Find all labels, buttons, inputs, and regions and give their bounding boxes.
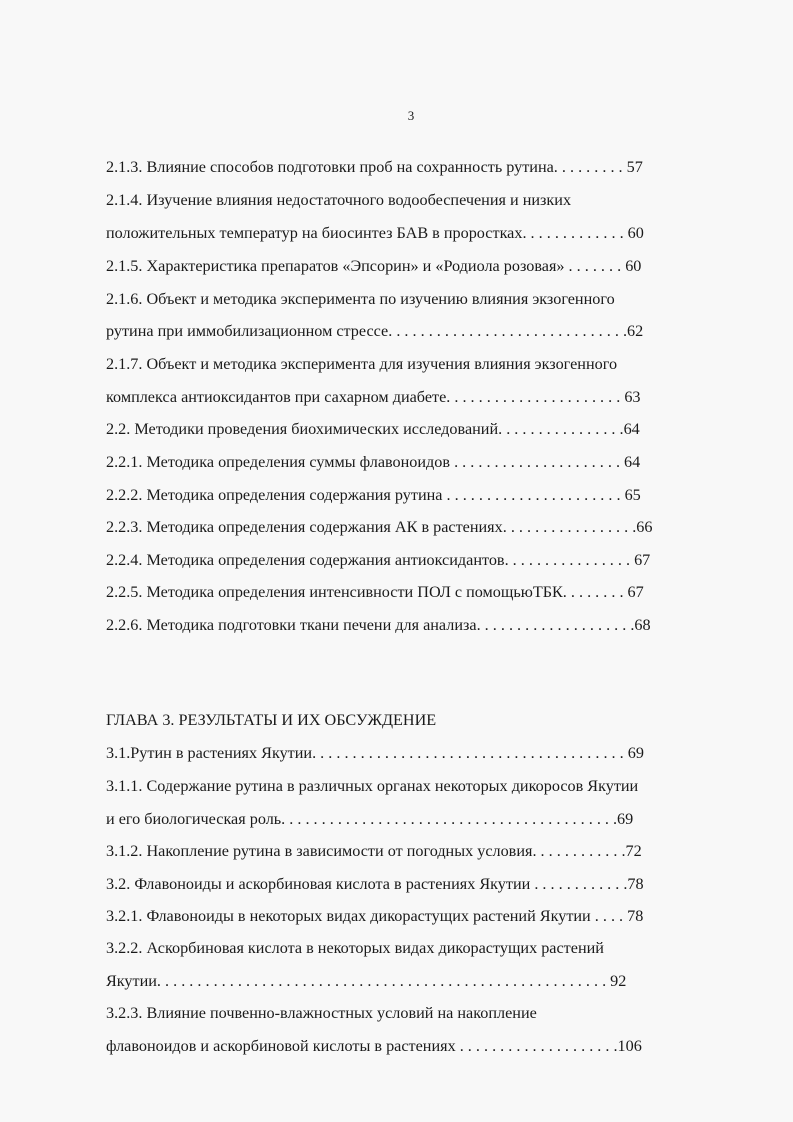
toc-entry-2-2-4: 2.2.4. Методика определения содержания антиоксидантов. . . . . . . . . . . . . . . . 67	[106, 551, 651, 569]
chapter-heading: ГЛАВА 3. РЕЗУЛЬТАТЫ И ИХ ОБСУЖДЕНИЕ	[106, 711, 437, 729]
toc-entry-2-2-3: 2.2.3. Методика определения содержания АК в растениях. . . . . . . . . . . . . . . . .66	[106, 518, 653, 536]
toc-entry-3-2: 3.2. Флавоноиды и аскорбиновая кислота в растениях Якутии . . . . . . . . . . . .78	[106, 875, 644, 893]
toc-entry-2-2: 2.2. Методики проведения биохимических исследований. . . . . . . . . . . . . . . .64	[106, 420, 640, 438]
toc-entry-2-2-2: 2.2.2. Методика определения содержания рутина . . . . . . . . . . . . . . . . . . . . . . 65	[106, 486, 641, 504]
toc-entry-2-1-6-line1: 2.1.6. Объект и методика эксперимента по изучению влияния экзогенного	[106, 290, 615, 308]
page-number: 3	[407, 108, 415, 123]
toc-entry-2-1-4-line2: положительных температур на биосинтез БАВ в проростках. . . . . . . . . . . . . 60	[106, 224, 644, 242]
toc-entry-3-2-3-line2: флавоноидов и аскорбиновой кислоты в растениях . . . . . . . . . . . . . . . . . . . .106	[106, 1037, 642, 1055]
toc-entry-2-1-4-line1: 2.1.4. Изучение влияния недостаточного водообеспечения и низких	[106, 191, 572, 209]
toc-entry-2-1-7-line1: 2.1.7. Объект и методика эксперимента для изучения влияния экзогенного	[106, 355, 618, 373]
toc-entry-2-1-7-line2: комплекса антиоксидантов при сахарном диабете. . . . . . . . . . . . . . . . . . . . . . 63	[106, 388, 641, 406]
toc-entry-3-2-1: 3.2.1. Флавоноиды в некоторых видах дикорастущих растений Якутии . . . . 78	[106, 907, 644, 925]
toc-entry-3-2-3-line1: 3.2.3. Влияние почвенно-влажностных условий на накопление	[106, 1004, 537, 1022]
toc-entry-3-1-2: 3.1.2. Накопление рутина в зависимости от погодных условия. . . . . . . . . . . .72	[106, 842, 642, 860]
toc-entry-2-1-6-line2: рутина при иммобилизационном стрессе. . . . . . . . . . . . . . . . . . . . . . . . . . . . . .62	[106, 322, 644, 340]
toc-entry-3-1-1-line2: и его биологическая роль. . . . . . . . . . . . . . . . . . . . . . . . . . . . . . . . . . . . . . . . . .69	[106, 810, 634, 828]
toc-entry-2-2-6: 2.2.6. Методика подготовки ткани печени для анализа. . . . . . . . . . . . . . . . . . . .68	[106, 616, 651, 634]
toc-entry-2-1-3: 2.1.3. Влияние способов подготовки проб на сохранность рутина. . . . . . . . . 57	[106, 158, 643, 176]
toc-entry-3-2-2-line1: 3.2.2. Аскорбиновая кислота в некоторых видах дикорастущих растений	[106, 939, 604, 957]
toc-entry-2-2-1: 2.2.1. Методика определения суммы флавоноидов . . . . . . . . . . . . . . . . . . . . . 64	[106, 453, 641, 471]
toc-entry-3-1-1-line1: 3.1.1. Содержание рутина в различных органах некоторых дикоросов Якутии	[106, 777, 639, 795]
toc-entry-3-1: 3.1.Рутин в растениях Якутии. . . . . . . . . . . . . . . . . . . . . . . . . . . . . . . . . . . . . . . 69	[106, 744, 644, 762]
toc-entry-2-1-5: 2.1.5. Характеристика препаратов «Эпсорин» и «Родиола розовая» . . . . . . . 60	[106, 257, 642, 275]
toc-entry-2-2-5: 2.2.5. Методика определения интенсивности ПОЛ с помощьюТБК. . . . . . . . 67	[106, 583, 644, 601]
toc-entry-3-2-2-line2: Якутии. . . . . . . . . . . . . . . . . . . . . . . . . . . . . . . . . . . . . . . . . . . . . . . . . . . . . . . . 92	[106, 972, 627, 990]
